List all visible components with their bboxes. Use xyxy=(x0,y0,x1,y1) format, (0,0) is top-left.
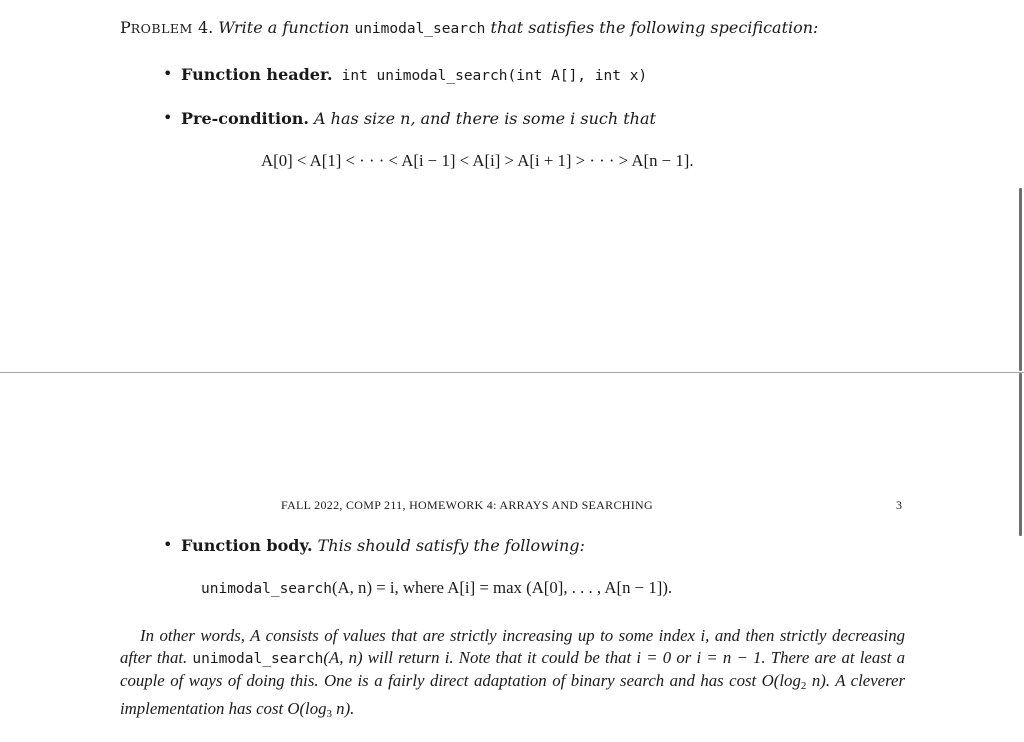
bullet-icon: • xyxy=(163,64,173,83)
function-header-label: Function header. xyxy=(181,65,333,84)
log-base-3: 3 xyxy=(326,707,332,720)
problem-intro-text: Write a function xyxy=(218,18,355,37)
precondition-text-b: , and there is some xyxy=(410,109,571,128)
precondition-text-a: A has size xyxy=(314,109,401,128)
precondition-var-n: n xyxy=(400,109,411,128)
problem-intro-text-end: that satisfies the following specification: xyxy=(485,18,819,37)
problem-number: 4. xyxy=(197,18,214,37)
function-body-label: Function body. xyxy=(181,536,313,555)
function-header-item xyxy=(181,65,647,84)
problem-heading xyxy=(120,18,818,37)
function-header-code: int unimodal_search(int A[], int x) xyxy=(341,68,648,84)
scrollbar-thumb[interactable] xyxy=(1019,188,1022,371)
precondition-item xyxy=(181,109,656,128)
paragraph-part-3: n). A cleverer implementation has cost O(log xyxy=(120,671,906,718)
problem-label-rest: ROBLEM xyxy=(130,21,193,36)
paragraph-part-1: In other words, A consists of values that are strictly increasing up to some index i, and then strictly decreasing after that. xyxy=(120,626,905,667)
page-number: 3 xyxy=(896,498,903,512)
paragraph-part-4: n). xyxy=(331,698,355,718)
problem-function-name: unimodal_search xyxy=(354,21,486,37)
paragraph-function-name: unimodal_search xyxy=(192,650,324,667)
explanation-paragraph xyxy=(120,625,905,725)
precondition-var-i: i xyxy=(570,109,576,128)
function-body-text: This should satisfy the following: xyxy=(317,536,585,555)
precondition-formula: A[0] < A[1] < · · · < A[i − 1] < A[i] > A[i + 1] > · · · > A[n − 1]. xyxy=(261,151,694,170)
scrollbar-thumb-lower[interactable] xyxy=(1019,373,1022,536)
problem-label-initial: P xyxy=(120,18,131,37)
running-header-title: FALL 2022, COMP 211, HOMEWORK 4: ARRAYS AND SEARCHING xyxy=(281,498,653,512)
bullet-icon: • xyxy=(163,535,173,554)
paragraph-part-2: (A, n) will return i. Note that it could be that i = 0 or i = n − 1. There are at least a couple of ways of doing this. One is a fairly direct adaptation of binary search and has cost O(log xyxy=(120,647,905,690)
function-body-formula-rest: (A, n) = i, where A[i] = max (A[0], . . . , A[n − 1]). xyxy=(331,578,673,597)
function-body-item xyxy=(181,536,585,555)
function-body-code: unimodal_search xyxy=(201,581,332,597)
precondition-label: Pre-condition. xyxy=(181,109,309,128)
bullet-icon: • xyxy=(163,108,173,127)
function-body-formula xyxy=(201,578,672,598)
precondition-text-c: such that xyxy=(575,109,656,128)
log-base-2: 2 xyxy=(800,680,807,692)
